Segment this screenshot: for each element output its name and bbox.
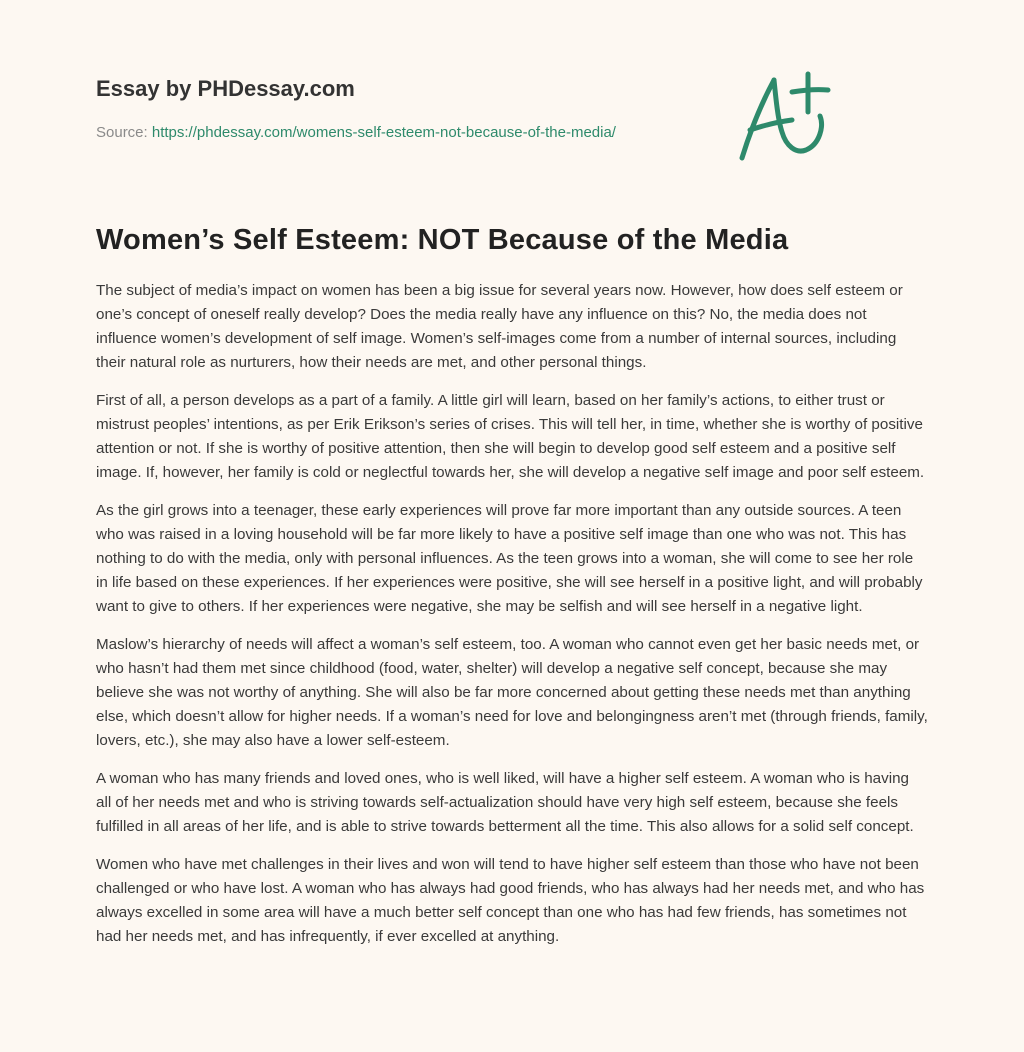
essay-paragraph: Maslow’s hierarchy of needs will affect a woman’s self esteem, too. A woman who cannot even get her basic needs met, or who hasn’t had them met since childhood (food, water, shelter) will develop a negative self concept, because she may believe she was not worthy of anything. She will also be far more concerned about getting these needs met than anything else, which doesn’t allow for higher needs. If a woman’s need for love and belongingness aren’t met (through friends, family, lovers, etc.), she may also have a lower self-esteem. bbox=[96, 636, 928, 749]
source-line bbox=[96, 124, 616, 141]
site-title: Essay by PHDessay.com bbox=[96, 76, 355, 101]
essay-body bbox=[96, 279, 928, 949]
source-link[interactable]: https://phdessay.com/womens-self-esteem-not-because-of-the-media/ bbox=[151, 124, 616, 141]
page-header bbox=[96, 0, 928, 182]
source-label: Source: bbox=[96, 124, 148, 141]
a-plus-grade-icon bbox=[736, 70, 832, 164]
essay-paragraph: First of all, a person develops as a part of a family. A little girl will learn, based on her family’s actions, to either trust or mistrust peoples’ intentions, as per Erik Erikson’s series of crises. This will tell her, in time, whether she is worthy of positive attention or not. If she is worthy of positive attention, then she will begin to develop good self esteem and a positive self image. If, however, her family is cold or neglectful towards her, she will develop a negative self image and poor self esteem. bbox=[96, 392, 925, 481]
essay-title: Women’s Self Esteem: NOT Because of the Media bbox=[96, 224, 789, 256]
essay-paragraph: As the girl grows into a teenager, these early experiences will prove far more important than any outside sources. A teen who was raised in a loving household will be far more likely to have a positive self image than one who was not. This has nothing to do with the media, only with personal influences. As the teen grows into a woman, she will come to see her role in life based on these experiences. If her experiences were positive, she will see herself in a positive light, and will probably want to give to others. If her experiences were negative, she may be selfish and will see herself in a negative light. bbox=[96, 502, 923, 615]
essay-paragraph: A woman who has many friends and loved ones, who is well liked, will have a higher self esteem. A woman who is having all of her needs met and who is striving towards self-actualization should have very high self esteem, because she feels fulfilled in all areas of her life, and is able to strive towards betterment all the time. This also allows for a solid self concept. bbox=[96, 770, 914, 835]
essay-paragraph: The subject of media’s impact on women has been a big issue for several years now. However, how does self esteem or one’s concept of oneself really develop? Does the media really have any influence on this? No, the media does not influence women’s development of self image. Women’s self-images come from a number of internal sources, including their natural role as nurturers, how their needs are met, and other personal things. bbox=[96, 282, 903, 371]
essay-paragraph: Women who have met challenges in their lives and won will tend to have higher self esteem than those who have not been challenged or who have lost. A woman who has always had good friends, who has always had her needs met, and who has always excelled in some area will have a much better self concept than one who has had few friends, has sometimes not had her needs met, and has infrequently, if ever excelled at anything. bbox=[96, 856, 925, 945]
